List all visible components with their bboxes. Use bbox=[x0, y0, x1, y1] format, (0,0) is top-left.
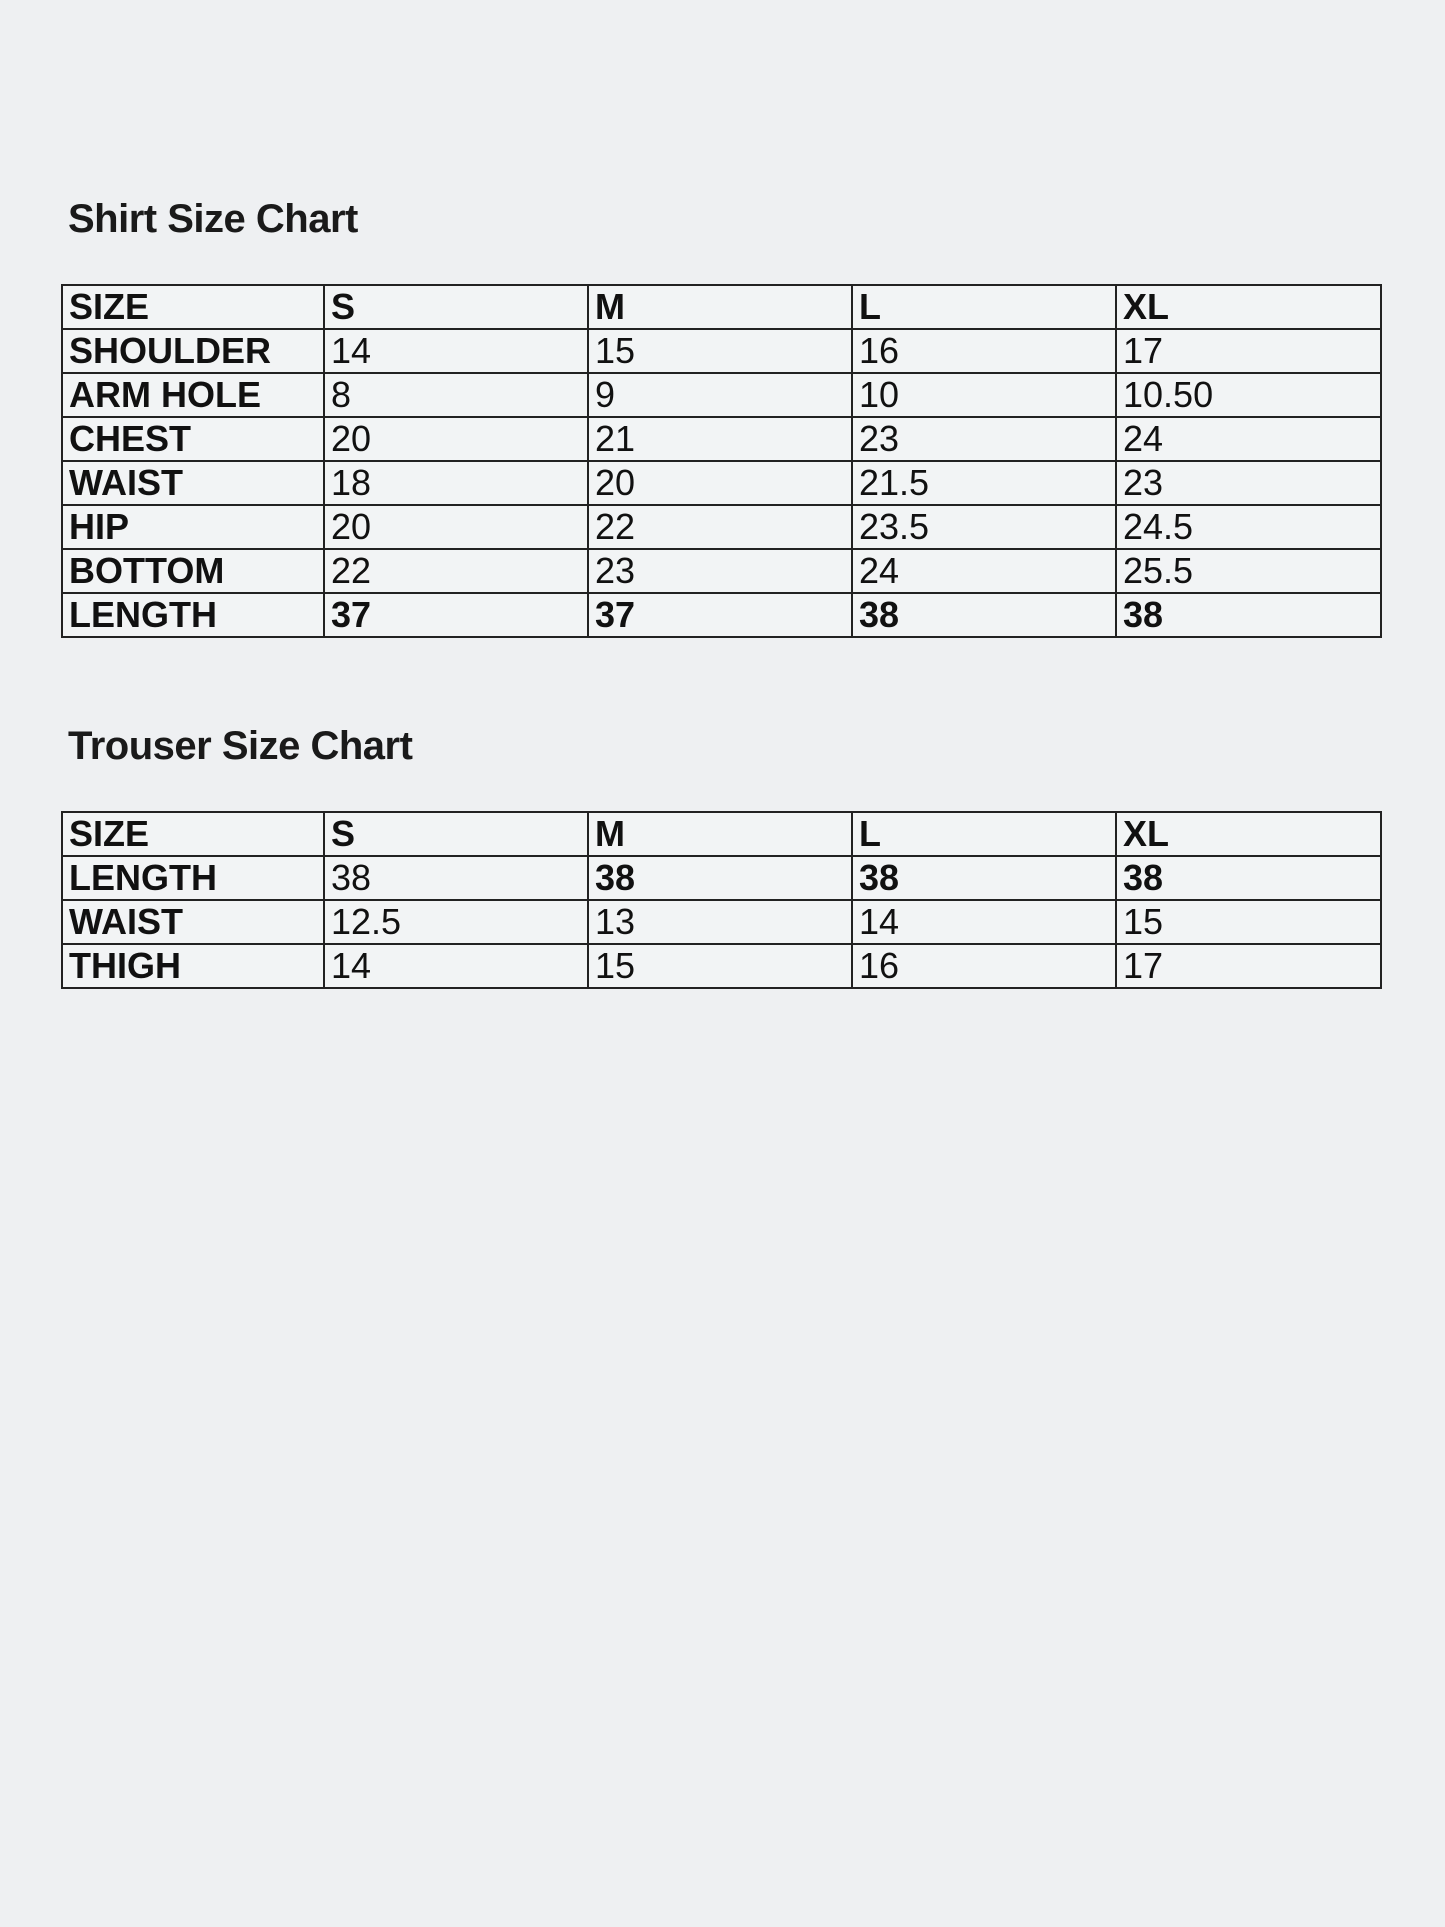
table-cell: 14 bbox=[324, 329, 588, 373]
row-label: CHEST bbox=[62, 417, 324, 461]
table-cell: 14 bbox=[324, 944, 588, 988]
table-cell: 23.5 bbox=[852, 505, 1116, 549]
table-cell: 17 bbox=[1116, 944, 1381, 988]
table-cell: 23 bbox=[852, 417, 1116, 461]
table-cell: 21 bbox=[588, 417, 852, 461]
table-cell: 13 bbox=[588, 900, 852, 944]
table-cell: 24 bbox=[852, 549, 1116, 593]
table-cell: 18 bbox=[324, 461, 588, 505]
table-cell: 37 bbox=[588, 593, 852, 637]
row-label: HIP bbox=[62, 505, 324, 549]
table-cell: 20 bbox=[588, 461, 852, 505]
table-cell: 22 bbox=[588, 505, 852, 549]
table-cell: 10.50 bbox=[1116, 373, 1381, 417]
header-cell: SIZE bbox=[62, 285, 324, 329]
row-label: WAIST bbox=[62, 900, 324, 944]
row-label: ARM HOLE bbox=[62, 373, 324, 417]
header-cell: M bbox=[588, 812, 852, 856]
table-cell: 25.5 bbox=[1116, 549, 1381, 593]
header-cell: S bbox=[324, 812, 588, 856]
table-cell: 38 bbox=[1116, 593, 1381, 637]
table-cell: 15 bbox=[588, 329, 852, 373]
table-header-row bbox=[62, 285, 1381, 329]
table-cell: 14 bbox=[852, 900, 1116, 944]
header-cell: S bbox=[324, 285, 588, 329]
table-cell: 17 bbox=[1116, 329, 1381, 373]
trouser-size-chart-title: Trouser Size Chart bbox=[68, 724, 413, 768]
table-row bbox=[62, 900, 1381, 944]
table-row bbox=[62, 856, 1381, 900]
table-cell: 16 bbox=[852, 944, 1116, 988]
table-cell: 38 bbox=[588, 856, 852, 900]
row-label: WAIST bbox=[62, 461, 324, 505]
shirt-size-table bbox=[61, 284, 1382, 638]
header-cell: SIZE bbox=[62, 812, 324, 856]
table-cell: 20 bbox=[324, 417, 588, 461]
header-cell: XL bbox=[1116, 285, 1381, 329]
row-label: LENGTH bbox=[62, 856, 324, 900]
table-cell: 15 bbox=[588, 944, 852, 988]
table-cell: 38 bbox=[852, 593, 1116, 637]
table-row bbox=[62, 593, 1381, 637]
table-cell: 22 bbox=[324, 549, 588, 593]
row-label: BOTTOM bbox=[62, 549, 324, 593]
table-cell: 9 bbox=[588, 373, 852, 417]
table-row bbox=[62, 944, 1381, 988]
header-cell: M bbox=[588, 285, 852, 329]
row-label: THIGH bbox=[62, 944, 324, 988]
table-row bbox=[62, 505, 1381, 549]
table-cell: 10 bbox=[852, 373, 1116, 417]
table-cell: 38 bbox=[852, 856, 1116, 900]
table-cell: 15 bbox=[1116, 900, 1381, 944]
table-header-row bbox=[62, 812, 1381, 856]
table-cell: 23 bbox=[1116, 461, 1381, 505]
table-cell: 23 bbox=[588, 549, 852, 593]
table-cell: 24.5 bbox=[1116, 505, 1381, 549]
table-cell: 16 bbox=[852, 329, 1116, 373]
shirt-size-chart-title: Shirt Size Chart bbox=[68, 197, 358, 241]
table-cell: 8 bbox=[324, 373, 588, 417]
trouser-size-table bbox=[61, 811, 1382, 989]
table-cell: 12.5 bbox=[324, 900, 588, 944]
table-row bbox=[62, 417, 1381, 461]
row-label: LENGTH bbox=[62, 593, 324, 637]
table-cell: 38 bbox=[324, 856, 588, 900]
table-cell: 38 bbox=[1116, 856, 1381, 900]
table-row bbox=[62, 549, 1381, 593]
table-cell: 24 bbox=[1116, 417, 1381, 461]
header-cell: L bbox=[852, 812, 1116, 856]
table-row bbox=[62, 461, 1381, 505]
table-row bbox=[62, 373, 1381, 417]
table-cell: 21.5 bbox=[852, 461, 1116, 505]
header-cell: L bbox=[852, 285, 1116, 329]
table-cell: 20 bbox=[324, 505, 588, 549]
table-cell: 37 bbox=[324, 593, 588, 637]
row-label: SHOULDER bbox=[62, 329, 324, 373]
header-cell: XL bbox=[1116, 812, 1381, 856]
table-row bbox=[62, 329, 1381, 373]
